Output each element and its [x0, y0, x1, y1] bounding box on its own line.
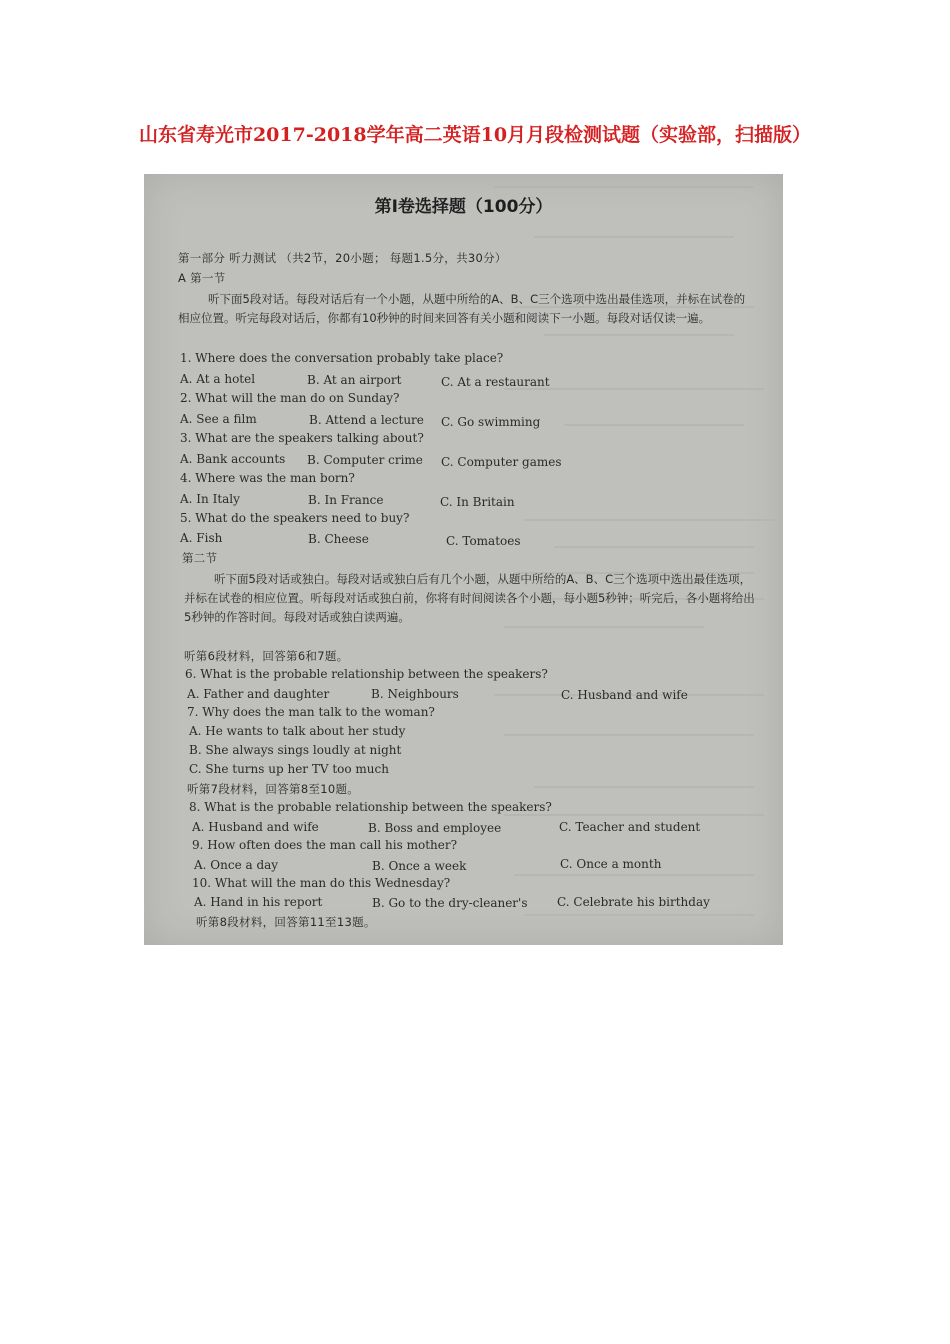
q10-option-b: B. Go to the dry-cleaner's [372, 896, 528, 910]
q1-option-a: A. At a hotel [180, 372, 256, 386]
q5-option-a: A. Fish [180, 531, 223, 545]
question-4: 4. Where was the man born? [180, 471, 355, 485]
q10-option-c: C. Celebrate his birthday [557, 895, 710, 909]
question-5: 5. What do the speakers need to buy? [180, 511, 410, 525]
q4-option-a: A. In Italy [180, 492, 240, 506]
question-2: 2. What will the man do on Sunday? [180, 391, 400, 405]
q8-option-b: B. Boss and employee [368, 821, 502, 835]
q8-option-a: A. Husband and wife [192, 820, 319, 834]
q7-option-a: A. He wants to talk about her study [189, 724, 406, 738]
material-8-instruction: 听第8段材料，回答第11至13题。 [196, 915, 376, 929]
q3-option-b: B. Computer crime [307, 453, 423, 467]
question-1: 1. Where does the conversation probably take place? [180, 351, 504, 365]
part1-header: 第一部分 听力测试 （共2节，20小题； 每题1.5分，共30分） [178, 251, 507, 265]
q7-option-b: B. She always sings loudly at night [189, 743, 402, 757]
question-8: 8. What is the probable relationship between the speakers? [189, 800, 552, 814]
q5-option-c: C. Tomatoes [446, 534, 521, 548]
question-7: 7. Why does the man talk to the woman? [187, 705, 435, 719]
q5-option-b: B. Cheese [308, 532, 369, 546]
q8-option-c: C. Teacher and student [559, 820, 701, 834]
q1-option-b: B. At an airport [307, 373, 402, 387]
q6-option-c: C. Husband and wife [561, 688, 688, 702]
q4-option-b: B. In France [308, 493, 384, 507]
q2-option-b: B. Attend a lecture [309, 413, 424, 427]
question-3: 3. What are the speakers talking about? [180, 431, 424, 445]
section-a-instructions: 听下面5段对话。每段对话后有一个小题，从题中所给的A、B、C三个选项中选出最佳选项，并标在试卷的相应位置。听完每段对话后，你都有10秒钟的时间来回答有关小题和阅读下一小题。每段对话仅读一遍。 [178, 292, 746, 325]
q1-option-c: C. At a restaurant [441, 375, 550, 389]
section-a-label: A 第一节 [178, 271, 226, 285]
q9-option-b: B. Once a week [372, 859, 467, 873]
q7-option-c: C. She turns up her TV too much [189, 762, 389, 776]
question-9: 9. How often does the man call his mother? [192, 838, 458, 852]
q6-option-b: B. Neighbours [371, 687, 459, 701]
scanned-exam-page [144, 174, 783, 945]
q3-option-c: C. Computer games [441, 455, 562, 469]
section-b-label: 第二节 [182, 551, 218, 565]
q2-option-c: C. Go swimming [441, 415, 541, 429]
material-6-instruction: 听第6段材料，回答第6和7题。 [184, 649, 349, 663]
question-6: 6. What is the probable relationship between the speakers? [185, 667, 548, 681]
q10-option-a: A. Hand in his report [194, 895, 323, 909]
document-title: 山东省寿光市2017-2018学年高二英语10月月段检测试题（实验部，扫描版） [138, 124, 812, 146]
q3-option-a: A. Bank accounts [180, 452, 286, 466]
q6-option-a: A. Father and daughter [187, 687, 330, 701]
material-7-instruction: 听第7段材料，回答第8至10题。 [187, 782, 360, 796]
sheet-heading: 第Ⅰ卷选择题（100分） [374, 197, 553, 217]
q9-option-a: A. Once a day [194, 858, 279, 872]
question-10: 10. What will the man do this Wednesday? [192, 876, 451, 890]
section-b-instructions: 听下面5段对话或独白。每段对话或独白后有几个小题，从题中所给的A、B、C三个选项中选出最佳选项，并标在试卷的相应位置。听每段对话或独白前，你将有时间阅读各个小题，每小题5秒钟；听完后，各小题将给出5秒钟的作答时间。每段对话或独白读两遍。 [184, 572, 755, 624]
q2-option-a: A. See a film [180, 412, 257, 426]
q9-option-c: C. Once a month [560, 857, 662, 871]
q4-option-c: C. In Britain [440, 495, 515, 509]
